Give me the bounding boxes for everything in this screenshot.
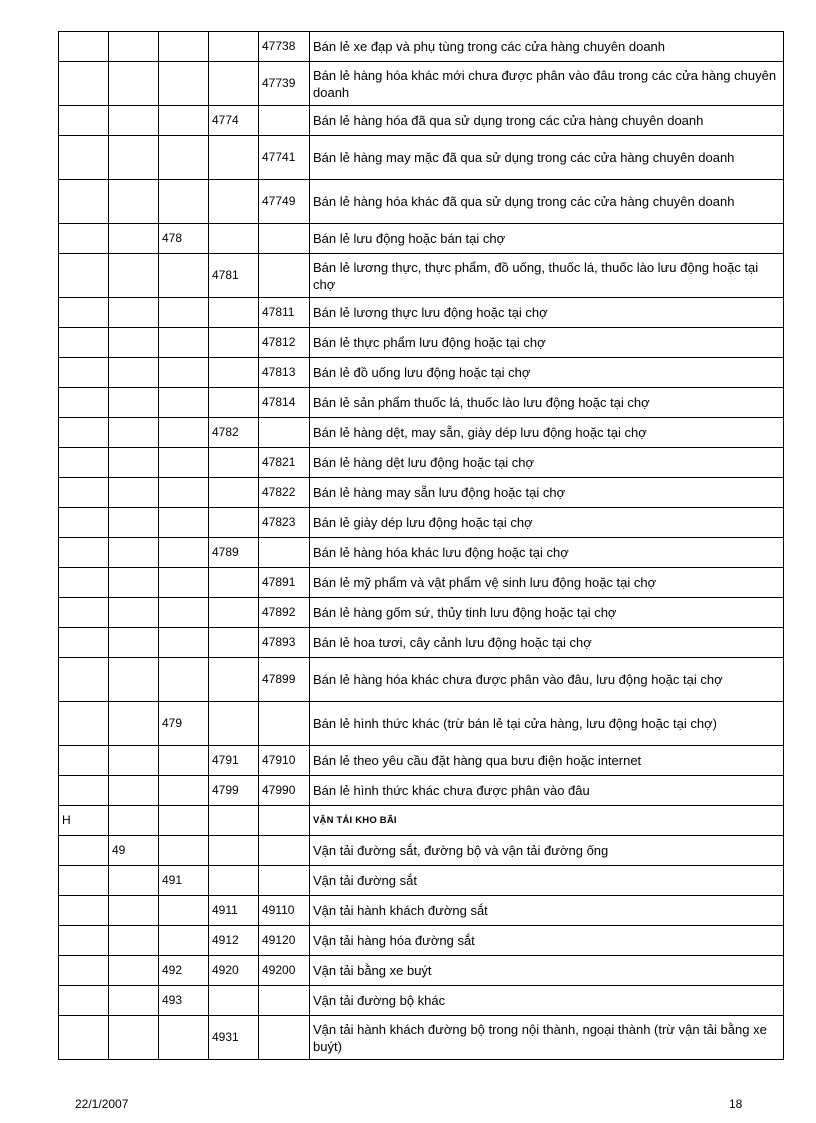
level4-code	[209, 866, 259, 896]
activity-description: Bán lẻ lưu động hoặc bán tại chợ	[310, 224, 784, 254]
level2-code	[109, 328, 159, 358]
level3-code	[159, 180, 209, 224]
level1-code	[59, 986, 109, 1016]
level3-code	[159, 418, 209, 448]
activity-description: Bán lẻ hàng hóa khác lưu động hoặc tại chợ	[310, 538, 784, 568]
level4-code	[209, 32, 259, 62]
level1-code	[59, 836, 109, 866]
level4-code: 4782	[209, 418, 259, 448]
activity-description: Vận tải hành khách đường sắt	[310, 896, 784, 926]
level5-code: 47749	[259, 180, 310, 224]
level1-code	[59, 508, 109, 538]
page-number: 18	[729, 1097, 743, 1111]
level5-code: 47891	[259, 568, 310, 598]
level5-code	[259, 418, 310, 448]
level4-code	[209, 328, 259, 358]
level2-code	[109, 358, 159, 388]
activity-description: Vận tải bằng xe buýt	[310, 956, 784, 986]
level3-code	[159, 746, 209, 776]
table-row	[59, 224, 784, 254]
table-row	[59, 926, 784, 956]
table-row	[59, 478, 784, 508]
level1-code	[59, 388, 109, 418]
level2-code	[109, 62, 159, 106]
table-row	[59, 254, 784, 298]
table-row	[59, 896, 784, 926]
level2-code	[109, 136, 159, 180]
table-row	[59, 866, 784, 896]
level2-code	[109, 702, 159, 746]
level3-code	[159, 478, 209, 508]
level5-code: 47823	[259, 508, 310, 538]
level4-code	[209, 702, 259, 746]
level5-code: 47739	[259, 62, 310, 106]
table-row	[59, 538, 784, 568]
level2-code	[109, 254, 159, 298]
level1-code	[59, 136, 109, 180]
level5-code: 47822	[259, 478, 310, 508]
level3-code	[159, 106, 209, 136]
level1-code	[59, 702, 109, 746]
table-row	[59, 358, 784, 388]
level3-code	[159, 136, 209, 180]
table-row	[59, 598, 784, 628]
level5-code: 49120	[259, 926, 310, 956]
level4-code	[209, 836, 259, 866]
level1-code	[59, 1016, 109, 1060]
level3-code	[159, 358, 209, 388]
level1-code	[59, 418, 109, 448]
level3-code	[159, 448, 209, 478]
level5-code: 47910	[259, 746, 310, 776]
level4-code	[209, 628, 259, 658]
level3-code	[159, 628, 209, 658]
level1-code	[59, 106, 109, 136]
level5-code	[259, 538, 310, 568]
level3-code	[159, 254, 209, 298]
level3-code	[159, 806, 209, 836]
level3-code	[159, 298, 209, 328]
level5-code: 47813	[259, 358, 310, 388]
table-row	[59, 298, 784, 328]
level2-code	[109, 896, 159, 926]
level1-code	[59, 254, 109, 298]
table-row	[59, 628, 784, 658]
table-row	[59, 836, 784, 866]
level2-code	[109, 32, 159, 62]
level1-code	[59, 776, 109, 806]
level4-code	[209, 658, 259, 702]
level1-code	[59, 180, 109, 224]
level4-code	[209, 180, 259, 224]
level1-code	[59, 478, 109, 508]
level1-code	[59, 62, 109, 106]
table-row	[59, 388, 784, 418]
level5-code	[259, 806, 310, 836]
level5-code	[259, 836, 310, 866]
level5-code	[259, 866, 310, 896]
level2-code	[109, 298, 159, 328]
activity-description: Vận tải hành khách đường bộ trong nội thành, ngoại thành (trừ vận tải bằng xe buýt)	[310, 1016, 784, 1060]
level2-code	[109, 538, 159, 568]
level4-code: 4789	[209, 538, 259, 568]
table-row	[59, 568, 784, 598]
level4-code: 4781	[209, 254, 259, 298]
level3-code: 478	[159, 224, 209, 254]
activity-description: Bán lẻ sản phẩm thuốc lá, thuốc lào lưu động hoặc tại chợ	[310, 388, 784, 418]
level2-code	[109, 658, 159, 702]
activity-description: Bán lẻ hình thức khác (trừ bán lẻ tại cửa hàng, lưu động hoặc tại chợ)	[310, 702, 784, 746]
level2-code	[109, 628, 159, 658]
table-row	[59, 986, 784, 1016]
level4-code: 4911	[209, 896, 259, 926]
level5-code: 47741	[259, 136, 310, 180]
activity-description: Vận tải đường sắt	[310, 866, 784, 896]
level3-code	[159, 658, 209, 702]
activity-description: Vận tải hàng hóa đường sắt	[310, 926, 784, 956]
level2-code	[109, 746, 159, 776]
section-title: VẬN TẢI KHO BÃI	[310, 806, 784, 836]
level4-code: 4912	[209, 926, 259, 956]
level1-code	[59, 628, 109, 658]
activity-description: Vận tải đường bộ khác	[310, 986, 784, 1016]
level4-code: 4920	[209, 956, 259, 986]
level4-code	[209, 598, 259, 628]
level4-code: 4931	[209, 1016, 259, 1060]
activity-description: Bán lẻ thực phẩm lưu động hoặc tại chợ	[310, 328, 784, 358]
table-row	[59, 180, 784, 224]
level2-code	[109, 106, 159, 136]
table-row	[59, 32, 784, 62]
level5-code: 47814	[259, 388, 310, 418]
level2-code	[109, 598, 159, 628]
table-row	[59, 746, 784, 776]
level2-code	[109, 478, 159, 508]
level1-code	[59, 866, 109, 896]
level5-code	[259, 702, 310, 746]
level5-code	[259, 224, 310, 254]
level2-code	[109, 224, 159, 254]
activity-description: Bán lẻ hàng dệt lưu động hoặc tại chợ	[310, 448, 784, 478]
activity-description: Bán lẻ hàng dệt, may sẵn, giày dép lưu động hoặc tại chợ	[310, 418, 784, 448]
level5-code: 49110	[259, 896, 310, 926]
level1-code	[59, 956, 109, 986]
level2-code	[109, 866, 159, 896]
level5-code: 47893	[259, 628, 310, 658]
level3-code	[159, 538, 209, 568]
level1-code	[59, 328, 109, 358]
activity-description: Vận tải đường sắt, đường bộ và vận tải đường ống	[310, 836, 784, 866]
level5-code: 47738	[259, 32, 310, 62]
level5-code	[259, 254, 310, 298]
level4-code	[209, 508, 259, 538]
level4-code	[209, 224, 259, 254]
level5-code: 47811	[259, 298, 310, 328]
level5-code: 47812	[259, 328, 310, 358]
level4-code	[209, 388, 259, 418]
activity-description: Bán lẻ hàng hóa khác đã qua sử dụng trong các cửa hàng chuyên doanh	[310, 180, 784, 224]
level1-code	[59, 298, 109, 328]
activity-description: Bán lẻ hàng hóa khác chưa được phân vào đâu, lưu động hoặc tại chợ	[310, 658, 784, 702]
level1-code	[59, 746, 109, 776]
level3-code	[159, 62, 209, 106]
activity-description: Bán lẻ lương thực lưu động hoặc tại chợ	[310, 298, 784, 328]
level1-code	[59, 224, 109, 254]
activity-description: Bán lẻ hình thức khác chưa được phân vào đâu	[310, 776, 784, 806]
level4-code	[209, 136, 259, 180]
level3-code	[159, 388, 209, 418]
level1-code	[59, 896, 109, 926]
activity-description: Bán lẻ hàng may sẵn lưu động hoặc tại chợ	[310, 478, 784, 508]
level2-code	[109, 388, 159, 418]
activity-description: Bán lẻ lương thực, thực phẩm, đồ uống, thuốc lá, thuốc lào lưu động hoặc tại chợ	[310, 254, 784, 298]
level3-code: 493	[159, 986, 209, 1016]
level3-code	[159, 1016, 209, 1060]
level3-code	[159, 926, 209, 956]
level2-code	[109, 926, 159, 956]
table-row	[59, 956, 784, 986]
level2-code	[109, 806, 159, 836]
level5-code: 47899	[259, 658, 310, 702]
activity-description: Bán lẻ hàng hóa khác mới chưa được phân vào đâu trong các cửa hàng chuyên doanh	[310, 62, 784, 106]
level4-code	[209, 358, 259, 388]
level3-code	[159, 32, 209, 62]
level2-code	[109, 180, 159, 224]
level3-code	[159, 508, 209, 538]
level3-code: 492	[159, 956, 209, 986]
level4-code: 4774	[209, 106, 259, 136]
level2-code	[109, 568, 159, 598]
table-row	[59, 106, 784, 136]
table-row	[59, 62, 784, 106]
activity-description: Bán lẻ đồ uống lưu động hoặc tại chợ	[310, 358, 784, 388]
level1-code	[59, 538, 109, 568]
activity-description: Bán lẻ hàng gốm sứ, thủy tinh lưu động hoặc tại chợ	[310, 598, 784, 628]
level5-code	[259, 1016, 310, 1060]
level3-code: 491	[159, 866, 209, 896]
level3-code	[159, 568, 209, 598]
level4-code	[209, 806, 259, 836]
level2-code	[109, 1016, 159, 1060]
level5-code: 47892	[259, 598, 310, 628]
level5-code: 49200	[259, 956, 310, 986]
activity-description: Bán lẻ xe đạp và phụ tùng trong các cửa hàng chuyên doanh	[310, 32, 784, 62]
level4-code	[209, 62, 259, 106]
level4-code	[209, 298, 259, 328]
level2-code	[109, 776, 159, 806]
level4-code	[209, 478, 259, 508]
footer-date: 22/1/2007	[75, 1097, 129, 1111]
activity-description: Bán lẻ mỹ phẩm và vật phẩm vệ sinh lưu động hoặc tại chợ	[310, 568, 784, 598]
table-row	[59, 418, 784, 448]
level3-code	[159, 598, 209, 628]
level2-code: 49	[109, 836, 159, 866]
level3-code: 479	[159, 702, 209, 746]
level4-code: 4799	[209, 776, 259, 806]
level1-code	[59, 658, 109, 702]
activity-description: Bán lẻ giày dép lưu động hoặc tại chợ	[310, 508, 784, 538]
level5-code	[259, 986, 310, 1016]
table-row	[59, 776, 784, 806]
table-body	[59, 32, 784, 1060]
level4-code: 4791	[209, 746, 259, 776]
level4-code	[209, 986, 259, 1016]
level5-code: 47990	[259, 776, 310, 806]
activity-description: Bán lẻ hàng may mặc đã qua sử dụng trong các cửa hàng chuyên doanh	[310, 136, 784, 180]
table-row	[59, 328, 784, 358]
level2-code	[109, 418, 159, 448]
activity-description: Bán lẻ hàng hóa đã qua sử dụng trong các cửa hàng chuyên doanh	[310, 106, 784, 136]
level1-code	[59, 926, 109, 956]
level1-code	[59, 32, 109, 62]
table-row	[59, 1016, 784, 1060]
table-row	[59, 136, 784, 180]
level2-code	[109, 956, 159, 986]
level3-code	[159, 328, 209, 358]
level1-code	[59, 568, 109, 598]
table-row	[59, 658, 784, 702]
table-row	[59, 508, 784, 538]
level1-code: H	[59, 806, 109, 836]
activity-description: Bán lẻ theo yêu cầu đặt hàng qua bưu điện hoặc internet	[310, 746, 784, 776]
level2-code	[109, 448, 159, 478]
industry-code-table	[58, 31, 784, 1060]
level3-code	[159, 896, 209, 926]
level5-code: 47821	[259, 448, 310, 478]
level3-code	[159, 776, 209, 806]
level1-code	[59, 598, 109, 628]
level1-code	[59, 358, 109, 388]
level1-code	[59, 448, 109, 478]
level2-code	[109, 508, 159, 538]
level2-code	[109, 986, 159, 1016]
level5-code	[259, 106, 310, 136]
level3-code	[159, 836, 209, 866]
level4-code	[209, 568, 259, 598]
table-row	[59, 702, 784, 746]
table-row	[59, 806, 784, 836]
table-row	[59, 448, 784, 478]
level4-code	[209, 448, 259, 478]
activity-description: Bán lẻ hoa tươi, cây cảnh lưu động hoặc tại chợ	[310, 628, 784, 658]
